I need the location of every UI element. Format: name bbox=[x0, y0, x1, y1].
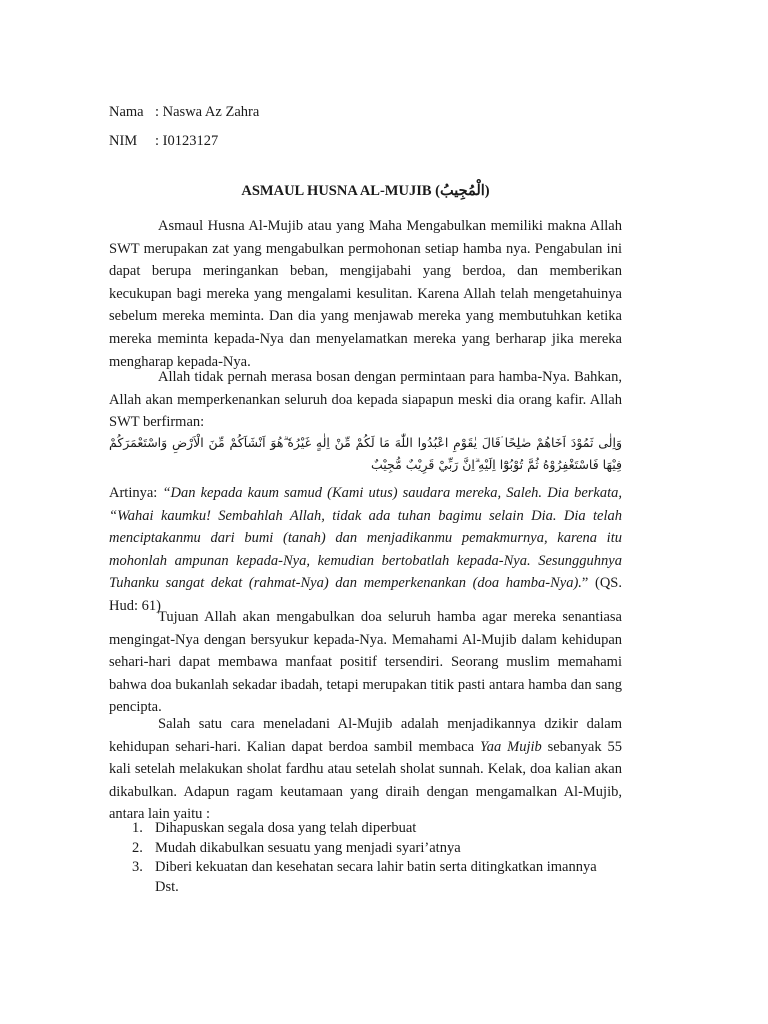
list-text: Diberi kekuatan dan kesehatan secara lahir batin serta ditingkatkan imannya Dst. bbox=[155, 859, 597, 895]
list-number: 3. bbox=[132, 859, 143, 875]
practice-dzikir: Yaa Mujib bbox=[480, 738, 542, 755]
practice-text-start: Salah satu cara meneladani Al-Mujib adalah menjadikannya dzikir dalam kehidupan sehari-hari. Kalian dapat berdoa sambil membaca bbox=[109, 716, 622, 755]
list-item bbox=[109, 858, 622, 897]
translation-label: Artinya: bbox=[109, 485, 163, 501]
virtues-list bbox=[109, 819, 622, 897]
translation-paragraph bbox=[109, 482, 622, 618]
nim-value: : I0123127 bbox=[155, 133, 219, 149]
practice-text-end: sebanyak 55 kali setelah melakukan sholat fardhu atau setelah sholat sunnah. Kelak, doa kalian akan dikabulkan. Adapun ragam keutamaan yang diraih dengan mengamalkan Al-Mujib, antara lain yaitu : bbox=[109, 738, 623, 823]
name-line bbox=[109, 104, 259, 121]
list-text: Dihapuskan segala dosa yang telah diperbuat bbox=[155, 820, 417, 836]
list-text: Mudah dikabulkan sesuatu yang menjadi syari’atnya bbox=[155, 839, 461, 856]
paragraph-allah: Allah tidak pernah merasa bosan dengan permintaan para hamba-Nya. Bahkan, Allah akan memperkenankan seluruh doa kepada siapapun meski dia orang kafir. Allah SWT berfirman: bbox=[109, 369, 622, 431]
document-title: ASMAUL HUSNA AL-MUJIB (الْمُجِيبُ) bbox=[241, 183, 490, 199]
paragraph-intro: Asmaul Husna Al-Mujib atau yang Maha Mengabulkan memiliki makna Allah SWT merupakan zat yang mengabulkan permohonan setiap hamba nya. Pengabulan ini dapat berupa meringankan beban, mengijabahi yang berdoa, dan memberikan kecukupan bagi mereka yang mengalami kesulitan. Karena Allah telah mengetahuinya sebelum mereka meminta. Dan dia yang menjawab mereka yang membutuhkan ketika mereka meminta kepada-Nya dan menyelamatkan mereka yang berharap jika mereka mengharap kepada-Nya. bbox=[109, 218, 622, 370]
translation-text: “Dan kepada kaum samud (Kami utus) saudara mereka, Saleh. Dia berkata, “Wahai kaumku! Sembahlah Allah, tidak ada tuhan bagimu selain Dia. Dia telah menciptakanmu dari bumi (tanah) dan menjadikanmu pemakmurnya, karena itu mohonlah ampunan kepada-Nya, kemudian bertobatlah kepada-Nya. Sesungguhnya Tuhanku sangat dekat (rahmat-Nya) dan memperkenankan (doa hamba-Nya). bbox=[109, 485, 622, 592]
nim-line bbox=[109, 133, 218, 150]
list-item bbox=[109, 839, 622, 859]
name-label: Nama bbox=[109, 104, 144, 120]
list-number: 1. bbox=[132, 820, 143, 836]
paragraph-purpose: Tujuan Allah akan mengabulkan doa seluruh hamba agar mereka senantiasa mengingat-Nya dengan bersyukur kepada-Nya. Memahami Al-Mujib dalam kehidupan sehari-hari dapat membawa manfaat positif tersendiri. Seorang muslim memahami bahwa doa bukanlah sekadar ibadah, tetapi merupakan titik pasti antara hamba dan sang pencipta. bbox=[109, 609, 622, 716]
nim-label: NIM bbox=[109, 133, 138, 149]
list-item bbox=[109, 819, 622, 839]
paragraph-practice bbox=[109, 713, 622, 826]
arabic-verse: وَاِلٰى ثَمُوْدَ اَخَاهُمْ صٰلِحًا ۘقَالَ يٰقَوْمِ اعْبُدُوا اللّٰهَ مَا لَكُمْ مِّنْ اِلٰهٍ غَيْرُهٗ ۗهُوَ اَنْشَاَكُمْ مِّنَ الْاَرْضِ وَاسْتَعْمَرَكُمْ فِيْهَا فَاسْتَغْفِرُوْهُ ثُمَّ تُوْبُوْٓا اِلَيْهِ ۗاِنَّ رَبِّيْ قَرِيْبٌ مُّجِيْبٌ bbox=[109, 435, 622, 472]
list-number: 2. bbox=[132, 839, 143, 856]
translation-source: ” (QS. Hud: 61) bbox=[109, 575, 622, 614]
name-value: : Naswa Az Zahra bbox=[155, 104, 260, 120]
